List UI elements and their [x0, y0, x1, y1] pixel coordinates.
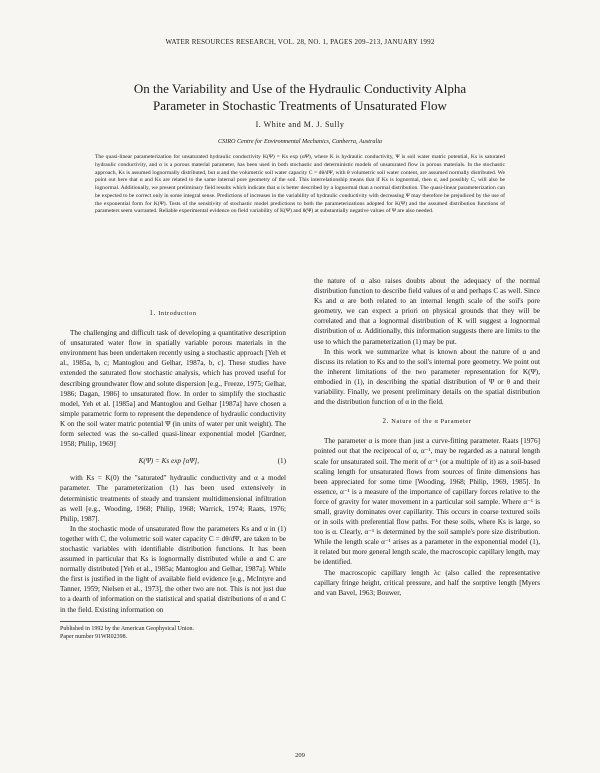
footnote-paper-number: Paper number 91WR02398.	[60, 633, 128, 640]
footnote-copyright: Published in 1992 by the American Geophysical Union.	[60, 625, 194, 632]
right-column	[314, 276, 540, 598]
page-number: 209	[295, 752, 305, 759]
section-number: 1.	[149, 309, 156, 317]
section-title: Introduction	[158, 310, 197, 317]
paragraph: The macroscopic capillary length λc (also called the representative capillary fringe height, critical pressure, and half the sorptive length [Myers and van Bavel, 1963; Bouwer,	[314, 568, 540, 597]
title-line-2: Parameter in Stochastic Treatments of Unsaturated Flow	[153, 98, 447, 113]
section-heading-introduction	[60, 308, 286, 319]
left-column	[60, 308, 286, 641]
paragraph: In the stochastic mode of unsaturated flow the parameters Ks and α in (1) together with C, the volumetric soil water capacity C = dθ/dΨ, are taken to be stochastic variables with identifiable distribution functions. It has been assumed in particular that Ks is lognormally distributed while α and C are normally distributed [Yeh et al., 1985a; Mantoglou and Gelhar, 1987a]. While the first is justified in the light of available field evidence [e.g., McIntyre and Tanner, 1959; Nielsen et al., 1973], the other two are not. This is not just due to a dearth of information on the statistical and spatial distributions of α and C in the field. Existing information on	[60, 524, 286, 614]
section-title: Nature of the α Parameter	[391, 418, 472, 426]
authors: I. White and M. J. Sully	[255, 120, 345, 129]
equation-body: K(Ψ) = Ks exp [αΨ],	[138, 457, 200, 466]
paragraph: In this work we summarize what is known about the nature of α and discuss its relation to Ks and to the soil's internal pore geometry. We point out the inherent limitations of the two parameter representation for K(Ψ), embodied in (1), in describing the spatial distribution of Ψ or θ and their variability. Finally, we present preliminary details on the spatial distribution and the distribution function of α in the field.	[314, 347, 540, 407]
equation-number: (1)	[277, 457, 286, 466]
paragraph: with Ks = K(0) the "saturated" hydraulic conductivity and α a model parameter. The parameterization (1) has been used extensively in deterministic treatments of steady and transient multidimensional infiltration as well [e.g., Wooding, 1968; Philip, 1968; Warrick, 1974; Raats, 1976; Philip, 1987].	[60, 474, 286, 523]
equation	[60, 456, 286, 466]
paragraph: The challenging and difficult task of developing a quantitative description of unsaturated water flow in spatially variable porous materials in the environment has been undertaken recently using a stochastic approach [Yeh et al., 1985a, b, c; Mantoglou and Gelhar, 1987a, b, c]. These studies have extended the saturated flow stochastic analysis, which has proved useful for describing groundwater flow and solute dispersion [e.g., Freeze, 1975; Gelhar, 1986; Dagan, 1986] to unsaturated flow. In order to simplify the stochastic model, Yeh et al. [1985a] and Mantoglou and Gelhar [1987a] have chosen a simple parametric form to represent the dependence of hydraulic conductivity K on the soil water matric potential Ψ (in units of water per unit weight). The form selected was the so-called quasi-linear exponential model [Gardner, 1958; Philip, 1969]	[60, 329, 286, 449]
paragraph: the nature of α also raises doubts about the adequacy of the normal distribution function to describe field values of α and perhaps C as well. Since Ks and α are both related to an internal length scale of the soil's pore geometry, we can expect a priori on physical grounds that they will be correlated and that a lognormal distribution of K will suggest a lognormal distribution of α. Additionally, this information suggests there are limits to the use to which the parameterization (1) may be put.	[314, 277, 540, 346]
abstract: The quasi-linear parameterization for unsaturated hydraulic conductivity K(Ψ) = Ks exp (αΨ), where K is hydraulic conductivity, Ψ is soil water matric potential, Ks is saturated hydraulic conductivity, and α is a porous material parameter, has been used in both stochastic and deterministic models of unsaturated flow in porous materials. In the stochastic approach, Ks is assumed lognormally distributed, but α and the volumetric soil water capacity C = dθ/dΨ, with θ volumetric soil water content, are assumed normally distributed. We point out here that α and Ks are related to the same internal pore geometry of the soil. This interrelationship means that if Ks is lognormal, then α, and possibly C, will also be lognormal. Additionally, we present preliminary field results which indicate that α is better described by a lognormal than a normal distribution. The quasi-linear parameterization can be expected to be correct only in some integral sense. Predictions of increases in the variability of hydraulic conductivity with decreasing Ψ may therefore be prejudiced by the use of the exponential form for K(Ψ). Tests of the sensitivity of stochastic model predictions to both the parameterizations adopted for K(Ψ) and the assumed distribution functions of parameters seem warranted. Reliable experimental evidence on field variability of K(Ψ) and θ(Ψ) at substantially negative values of Ψ are also needed.	[95, 154, 505, 215]
paragraph: The parameter α is more than just a curve-fitting parameter. Raats [1976] pointed out that the reciprocal of α, α⁻¹, may be regarded as a natural length scale for unsaturated soil. The merit of α⁻¹ (or a multiple of it) as a soil-based scaling length for unsaturated flows from sources of finite dimensions has been appreciated for some time [Wooding, 1968; Philip, 1969, 1985]. In essence, α⁻¹ is a measure of the importance of capillary forces relative to the force of gravity for water movement in a particular soil sample. Where α⁻¹ is small, gravity dominates over capillarity. This occurs in coarse textured soils or in soils with preferential flow paths. For these soils, where Ks is large, so too is α. Clearly, α⁻¹ is determined by the soil sample's pore size distribution. While the length scale α⁻¹ arises as a parameter in the exponential model (1), it related but more general length scale, the macroscopic capillary length, may be identified.	[314, 437, 540, 567]
paper-title	[60, 80, 540, 114]
affiliation: CSIRO Centre for Environmental Mechanics, Canberra, Australia	[217, 138, 383, 145]
title-line-1: On the Variability and Use of the Hydraulic Conductivity Alpha	[133, 81, 467, 96]
running-head: WATER RESOURCES RESEARCH, VOL. 28, NO. 1, PAGES 209–213, JANUARY 1992	[165, 38, 435, 46]
section-heading-nature	[314, 416, 540, 427]
section-number: 2.	[382, 417, 389, 426]
